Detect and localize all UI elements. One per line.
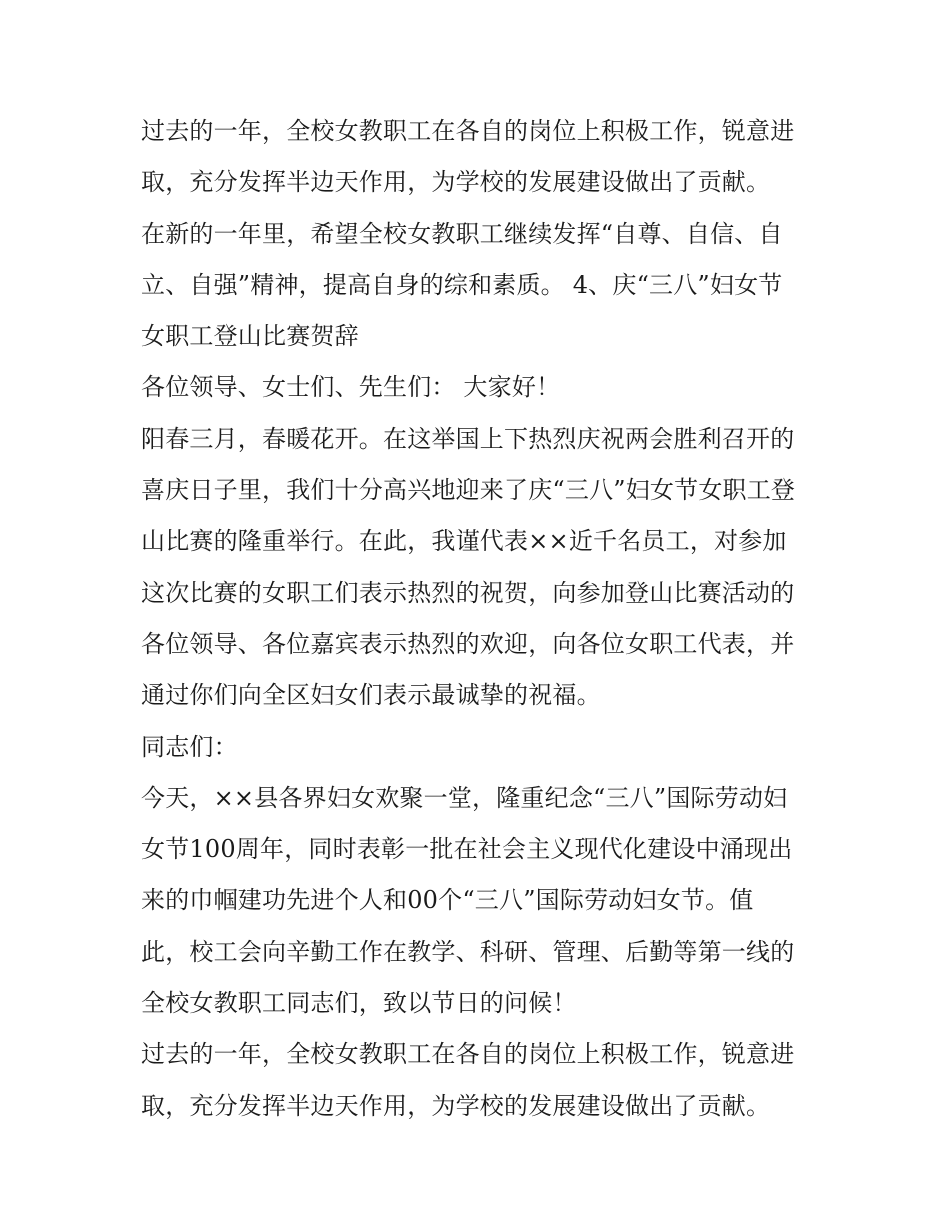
text-line: 今天，××县各界妇女欢聚一堂，隆重纪念“三八”国际劳动妇 [141,783,788,812]
text-line: 喜庆日子里，我们十分高兴地迎来了庆“三八”妇女节女职工登 [141,476,796,505]
document-body [141,106,821,1132]
text-line: 同志们： [141,732,238,761]
text-line: 各位领导、各位嘉宾表示热烈的欢迎，向各位女职工代表，并 [141,629,795,658]
text-line: 通过你们向全区妇女们表示最诚挚的祝福。 [141,681,601,710]
text-line: 女节100周年，同时表彰一批在社会主义现代化建设中涌现出 [141,835,793,864]
text-line: 此，校工会向辛勤工作在教学、科研、管理、后勤等第一线的 [141,937,795,966]
text-line: 来的巾帼建功先进个人和00个“三八”国际劳动妇女节。值 [141,886,754,915]
text-line: 立、自强”精神，提高自身的综和素质。 4、庆“三八”妇女节 [141,270,783,299]
text-line: 取，充分发挥半边天作用，为学校的发展建设做出了贡献。 [141,168,771,197]
text-line: 这次比赛的女职工们表示热烈的祝贺，向参加登山比赛活动的 [141,578,795,607]
text-line: 过去的一年，全校女教职工在各自的岗位上积极工作，锐意进 [141,117,795,145]
text-line: 阳春三月，春暖花开。在这举国上下热烈庆祝两会胜利召开的 [141,424,795,453]
text-line: 全校女教职工同志们，致以节日的问候！ [141,989,577,1018]
text-line: 取，充分发挥半边天作用，为学校的发展建设做出了贡献。 [141,1091,771,1120]
text-line: 在新的一年里，希望全校女教职工继续发挥“自尊、自信、自 [141,219,783,248]
text-line: 各位领导、女士们、先生们： 大家好！ [141,373,561,402]
text-line: 过去的一年，全校女教职工在各自的岗位上积极工作，锐意进 [141,1040,795,1069]
text-line: 女职工登山比赛贺辞 [141,322,359,351]
text-line: 山比赛的隆重举行。在此，我谨代表××近千名员工，对参加 [141,527,787,556]
